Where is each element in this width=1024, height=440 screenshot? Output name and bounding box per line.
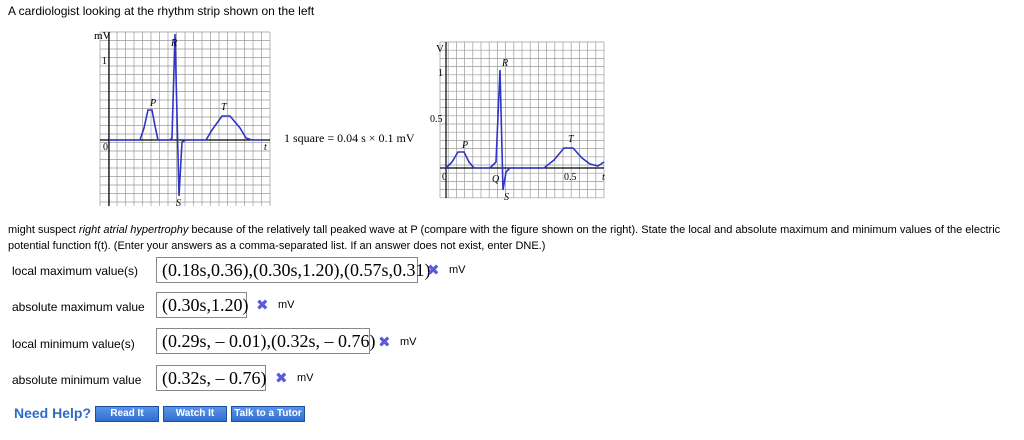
right-t-wave-label: T: [568, 134, 574, 145]
left-origin: 0: [103, 142, 108, 153]
right-p-label: P: [462, 140, 469, 151]
answer-label-local-max: local maximum value(s): [12, 264, 139, 278]
wrong-x-icon: ✖: [275, 370, 288, 387]
left-y-tick-1: 1: [102, 56, 107, 67]
talk-to-tutor-button[interactable]: Talk to a Tutor: [231, 406, 305, 422]
right-s-label: S: [504, 192, 509, 203]
intro-text: A cardiologist looking at the rhythm strip shown on the left: [8, 4, 315, 18]
unit-abs-max: mV: [278, 299, 295, 311]
watch-it-button[interactable]: Watch It: [163, 406, 227, 422]
right-v-label: V: [436, 43, 444, 55]
wrong-x-icon: ✖: [427, 262, 440, 279]
right-r-label: R: [502, 58, 509, 69]
question-text: [8, 222, 1013, 254]
right-x-tick-half: 0.5: [564, 172, 577, 183]
question-emphasis: right atrial hypertrophy: [78, 224, 189, 236]
left-ecg-trace: [109, 34, 264, 196]
read-it-button[interactable]: Read It: [95, 406, 159, 422]
answer-label-abs-max: absolute maximum value: [12, 300, 145, 314]
right-ecg-trace: [446, 70, 604, 190]
wrong-x-icon: ✖: [256, 297, 269, 314]
need-help-label: Need Help?: [14, 405, 92, 421]
right-grid: [440, 42, 604, 198]
unit-local-max: mV: [449, 264, 466, 276]
answer-label-local-min: local minimum value(s): [12, 337, 135, 351]
right-q-label: Q: [492, 174, 500, 185]
answer-input-local-min[interactable]: (0.29s, – 0.01),(0.32s, – 0.76): [156, 328, 370, 354]
left-s-label: S: [176, 198, 181, 209]
unit-local-min: mV: [400, 336, 417, 348]
right-ecg-figure: [426, 40, 612, 202]
unit-abs-min: mV: [297, 372, 314, 384]
question-rest: because of the relatively tall peaked wave at P (compare with the figure shown on the right). State the local and absolute maximum and minimum values of the electric potential function f(t). (Enter your answers as a comma-separated list. If an answer does not exist, enter DNE.): [8, 224, 1001, 252]
answer-input-abs-min[interactable]: (0.32s, – 0.76): [156, 365, 266, 391]
left-ecg-figure: [94, 30, 279, 210]
scale-caption: 1 square = 0.04 s × 0.1 mV: [284, 131, 415, 145]
answer-label-abs-min: absolute minimum value: [12, 373, 142, 387]
right-y-tick-1: 1: [438, 68, 443, 79]
right-y-tick-half: 0.5: [430, 114, 443, 125]
wrong-x-icon: ✖: [378, 334, 391, 351]
left-t-label: t: [264, 142, 267, 153]
answer-input-local-max[interactable]: (0.18s,0.36),(0.30s,1.20),(0.57s,0.31): [156, 257, 418, 283]
left-mv-label: mV: [94, 30, 111, 42]
left-t-wave-label: T: [221, 102, 227, 113]
left-r-label: R: [171, 38, 178, 49]
left-p-label: P: [150, 98, 157, 109]
answer-input-abs-max[interactable]: (0.30s,1.20): [156, 292, 247, 318]
right-origin: 0: [442, 172, 447, 183]
right-t-label: t: [602, 172, 605, 183]
question-start: might suspect: [8, 224, 79, 236]
left-grid: [100, 32, 270, 206]
